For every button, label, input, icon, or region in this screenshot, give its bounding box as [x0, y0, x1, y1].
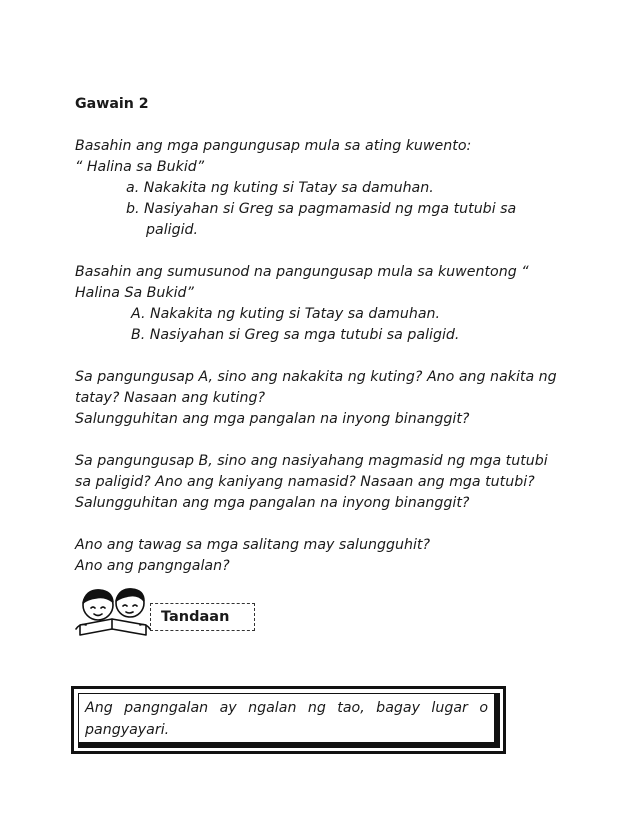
tandaan-label: Tandaan: [150, 603, 255, 631]
question-b-line: Sa pangungusap B, sino ang nasiyahang magmasid ng mga tutubi: [75, 453, 548, 469]
question-b-line: Salungguhitan ang mga pangalan na inyong binanggit?: [75, 495, 470, 511]
closing-question: Ano ang tawag sa mga salitang may salungguhit?: [75, 537, 430, 553]
closing-question: Ano ang pangngalan?: [75, 558, 230, 574]
section2-story-title: Halina Sa Bukid”: [75, 285, 194, 301]
section2-intro: Basahin ang sumusunod na pangungusap mula sa kuwentong “: [75, 264, 529, 280]
question-b-line: sa paligid? Ano ang kaniyang namasid? Nasaan ang mga tutubi?: [75, 474, 535, 490]
section2-item: B. Nasiyahan si Greg sa mga tutubi sa paligid.: [131, 327, 460, 343]
question-a-line: tatay? Nasaan ang kuting?: [75, 390, 265, 406]
definition-box: Ang pangngalan ay ngalan ng tao, bagay lugar o pangyayari.: [78, 693, 500, 748]
section2-item: A. Nakakita ng kuting si Tatay sa damuhan.: [131, 306, 441, 322]
section1-intro: Basahin ang mga pangungusap mula sa ating kuwento:: [75, 138, 472, 154]
section1-item: a. Nakakita ng kuting si Tatay sa damuhan.: [126, 180, 434, 196]
section1-item: b. Nasiyahan si Greg sa pagmamasid ng mga tutubi sa: [126, 201, 517, 217]
question-a-line: Sa pangungusap A, sino ang nakakita ng kuting? Ano ang nakita ng: [75, 369, 557, 385]
section1-story-title: “ Halina sa Bukid”: [75, 159, 205, 175]
children-reading-illustration: [72, 585, 162, 639]
activity-heading: Gawain 2: [75, 96, 149, 112]
question-a-line: Salungguhitan ang mga pangalan na inyong binanggit?: [75, 411, 470, 427]
section1-item-continuation: paligid.: [146, 222, 199, 238]
